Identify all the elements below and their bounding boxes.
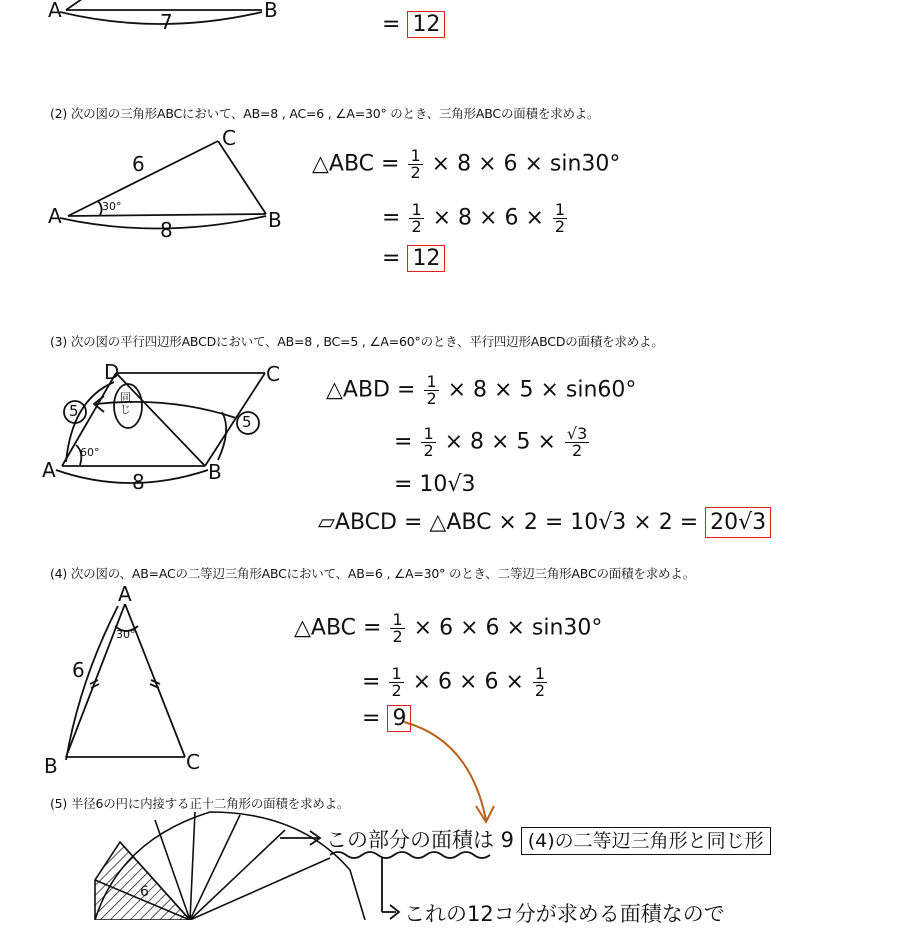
q4-line2: = $\frac{1}{2}$ × 6 × 6 × $\frac{1}{2}$ [362, 664, 546, 700]
q3-angle: 60° [80, 446, 100, 459]
q2-side-ac: 6 [132, 152, 145, 176]
q1-answer-box: 12 [407, 11, 445, 38]
q3-question: (3) 次の図の平行四辺形ABCDにおいて、AB=8 , BC=5 , ∠A=60°のとき、平行四辺形ABCDの面積を求めよ。 [50, 334, 664, 349]
q3-line3: = 10√3 [394, 472, 476, 497]
q4-side-ab: 6 [72, 658, 85, 682]
q4-label-a: A [118, 582, 132, 606]
q3-label-a: A [42, 458, 56, 482]
q4-label-c: C [186, 750, 200, 774]
q3-circled-left: 5 [69, 402, 79, 420]
q2-answer-box: 12 [407, 245, 445, 272]
q1-label-b: B [264, 0, 278, 22]
q3-parallelogram [56, 373, 265, 483]
q3-same-note: 同じ [120, 391, 131, 416]
q4-to-q5-arrow [404, 722, 494, 822]
q2-line3: = 12 [382, 246, 445, 271]
q2-line2: = $\frac{1}{2}$ × 8 × 6 × $\frac{1}{2}$ [382, 200, 566, 236]
q1-side-ab: 7 [160, 10, 173, 34]
q3-label-b: B [208, 460, 222, 484]
q4-line3: = 9 [362, 706, 411, 731]
q4-angle: 30° [116, 628, 136, 641]
q2-label-a: A [48, 204, 62, 228]
q2-label-c: C [222, 126, 236, 150]
q3-line1: △ABD = $\frac{1}{2}$ × 8 × 5 × sin60° [326, 372, 637, 408]
q3-circled-right: 5 [242, 413, 252, 431]
q4-label-b: B [44, 754, 58, 778]
q2-question: (2) 次の図の三角形ABCにおいて、AB=8 , AC=6 , ∠A=30° のとき、三角形ABCの面積を求めよ。 [50, 106, 600, 121]
q3-line2: = $\frac{1}{2}$ × 8 × 5 × $\frac{√3}{2}$ [394, 424, 588, 460]
q1-label-a: A [48, 0, 62, 22]
q1-final-line: = 12 [382, 12, 445, 37]
q3-side-ab: 8 [132, 470, 145, 494]
q2-triangle [60, 141, 266, 229]
q5-note-line1: この部分の面積は 9 (4)の二等辺三角形と同じ形 [326, 824, 771, 854]
q5-question: (5) 半径6の円に内接する正十二角形の面積を求めよ。 [50, 796, 350, 811]
q2-line1: △ABC = $\frac{1}{2}$ × 8 × 6 × sin30° [312, 146, 621, 182]
q2-angle: 30° [102, 200, 122, 213]
q3-answer-box: 20√3 [705, 507, 771, 538]
q4-line1: △ABC = $\frac{1}{2}$ × 6 × 6 × sin30° [294, 610, 603, 646]
q5-note-box: (4)の二等辺三角形と同じ形 [521, 827, 771, 855]
q2-fraction-half: $\frac{1}{2}$ [410, 146, 421, 182]
q3-line4: ▱ABCD = △ABC × 2 = 10√3 × 2 = 20√3 [318, 510, 771, 535]
q2-label-b: B [268, 208, 282, 232]
q5-note-line2: これの12コ分が求める面積なので [404, 902, 725, 926]
q4-answer-box: 9 [387, 705, 411, 732]
q5-radius-label: 6 [140, 884, 149, 900]
q3-label-d: D [104, 360, 120, 384]
q4-question: (4) 次の図の、AB=ACの二等辺三角形ABCにおいて、AB=6 , ∠A=30° のとき、二等辺三角形ABCの面積を求めよ。 [50, 566, 695, 581]
q2-side-ab: 8 [160, 218, 173, 242]
q3-label-c: C [266, 362, 280, 386]
q5-dodecagon [95, 812, 365, 920]
